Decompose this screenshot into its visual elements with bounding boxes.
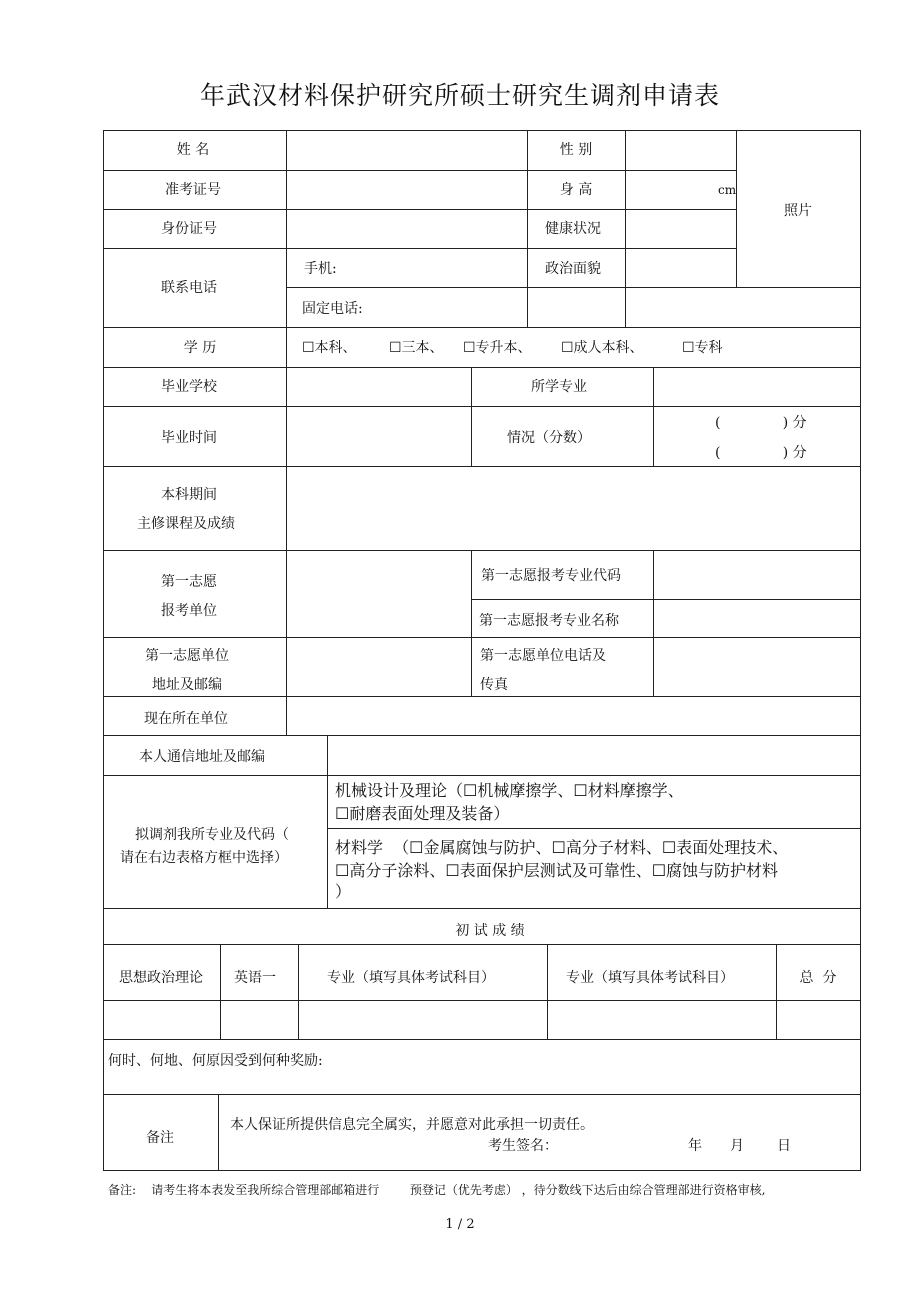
col-total: 总 分: [799, 970, 837, 986]
option-group-materials-1[interactable]: 材料学 （☐金属腐蚀与防护、☐高分子材料、☐表面处理技术、: [335, 838, 789, 857]
label-score-status: 情况（分数）: [507, 430, 591, 446]
label-adjust-2: 请在右边表格方框中选择）: [120, 850, 288, 866]
label-name: 姓 名: [176, 142, 210, 158]
label-remark: 备注: [146, 1130, 174, 1146]
label-gender: 性 别: [559, 142, 593, 158]
label-exam-no: 准考证号: [165, 182, 221, 198]
label-school: 毕业学校: [161, 379, 217, 395]
label-health: 健康状况: [545, 221, 601, 237]
label-fc-address-1: 第一志愿单位: [145, 648, 229, 664]
option-group-mechanical-1[interactable]: 机械设计及理论（☐机械摩擦学、☐材料摩擦学、: [335, 781, 684, 800]
label-major: 所学专业: [531, 379, 587, 395]
label-landline: 固定电话:: [302, 301, 363, 317]
label-fc-major-name: 第一志愿报考专业名称: [479, 613, 619, 629]
label-mobile: 手机:: [304, 261, 337, 277]
score-field-b: ( ) 分: [715, 445, 807, 461]
pledge-text: 本人保证所提供信息完全属实，并愿意对此承担一切责任。: [230, 1117, 594, 1133]
photo-box: 照片: [784, 203, 812, 219]
footnote: 备注: 请考生将本表发至我所综合管理部邮箱进行 预登记（优先考虑） ，待分数线下达后由综合管理部进行资格审核,: [108, 1183, 766, 1197]
label-id-no: 身份证号: [161, 221, 217, 237]
education-option-third-tier[interactable]: ☐三本、: [389, 340, 444, 356]
label-fc-phone-2: 传真: [480, 677, 508, 693]
label-fc-address-2: 地址及邮编: [152, 677, 222, 693]
label-month: 月: [730, 1138, 744, 1154]
education-option-bachelor[interactable]: ☐本科、: [302, 340, 357, 356]
label-day: 日: [777, 1138, 791, 1154]
col-major-1: 专业（填写具体考试科目）: [327, 970, 495, 986]
label-fc-major-code: 第一志愿报考专业代码: [481, 568, 621, 584]
label-signature: 考生签名：: [488, 1138, 558, 1154]
label-mail-address: 本人通信地址及邮编: [139, 749, 265, 765]
option-group-materials-3: ）: [335, 882, 352, 901]
education-option-adult[interactable]: ☐成人本科、: [561, 340, 644, 356]
page-title: 年武汉材料保护研究所硕士研究生调剂申请表: [199, 81, 720, 110]
label-courses-1: 本科期间: [161, 487, 217, 503]
option-group-mechanical-2[interactable]: ☐耐磨表面处理及装备）: [335, 804, 510, 823]
label-height: 身 高: [559, 182, 593, 198]
label-grad-time: 毕业时间: [161, 430, 217, 446]
label-first-choice-2: 报考单位: [161, 603, 217, 619]
height-unit: cm: [718, 183, 737, 197]
label-adjust-1: 拟调剂我所专业及代码（: [135, 827, 289, 843]
education-option-junior-college[interactable]: ☐专科: [682, 340, 723, 356]
option-group-materials-2[interactable]: ☐高分子涂料、☐表面保护层测试及可靠性、☐腐蚀与防护材料: [335, 861, 779, 880]
label-education: 学 历: [183, 340, 217, 356]
page-number: 1 / 2: [445, 1217, 475, 1232]
col-politics: 思想政治理论: [119, 970, 203, 986]
label-contact-phone: 联系电话: [161, 280, 217, 296]
score-field-a: ( ) 分: [715, 415, 807, 431]
education-option-upgrade[interactable]: ☐专升本、: [463, 340, 532, 356]
label-awards: 何时、何地、何原因受到何种奖励:: [108, 1053, 323, 1069]
label-current-unit: 现在所在单位: [144, 711, 228, 727]
col-major-2: 专业（填写具体考试科目）: [566, 970, 734, 986]
col-english: 英语一: [234, 970, 276, 986]
label-fc-phone-1: 第一志愿单位电话及: [480, 648, 606, 664]
label-political-status: 政治面貌: [545, 261, 601, 277]
label-first-choice-1: 第一志愿: [161, 574, 217, 590]
label-courses-2: 主修课程及成绩: [137, 516, 235, 532]
prelim-scores-heading: 初 试 成 绩: [455, 923, 525, 939]
label-year: 年: [688, 1138, 702, 1154]
